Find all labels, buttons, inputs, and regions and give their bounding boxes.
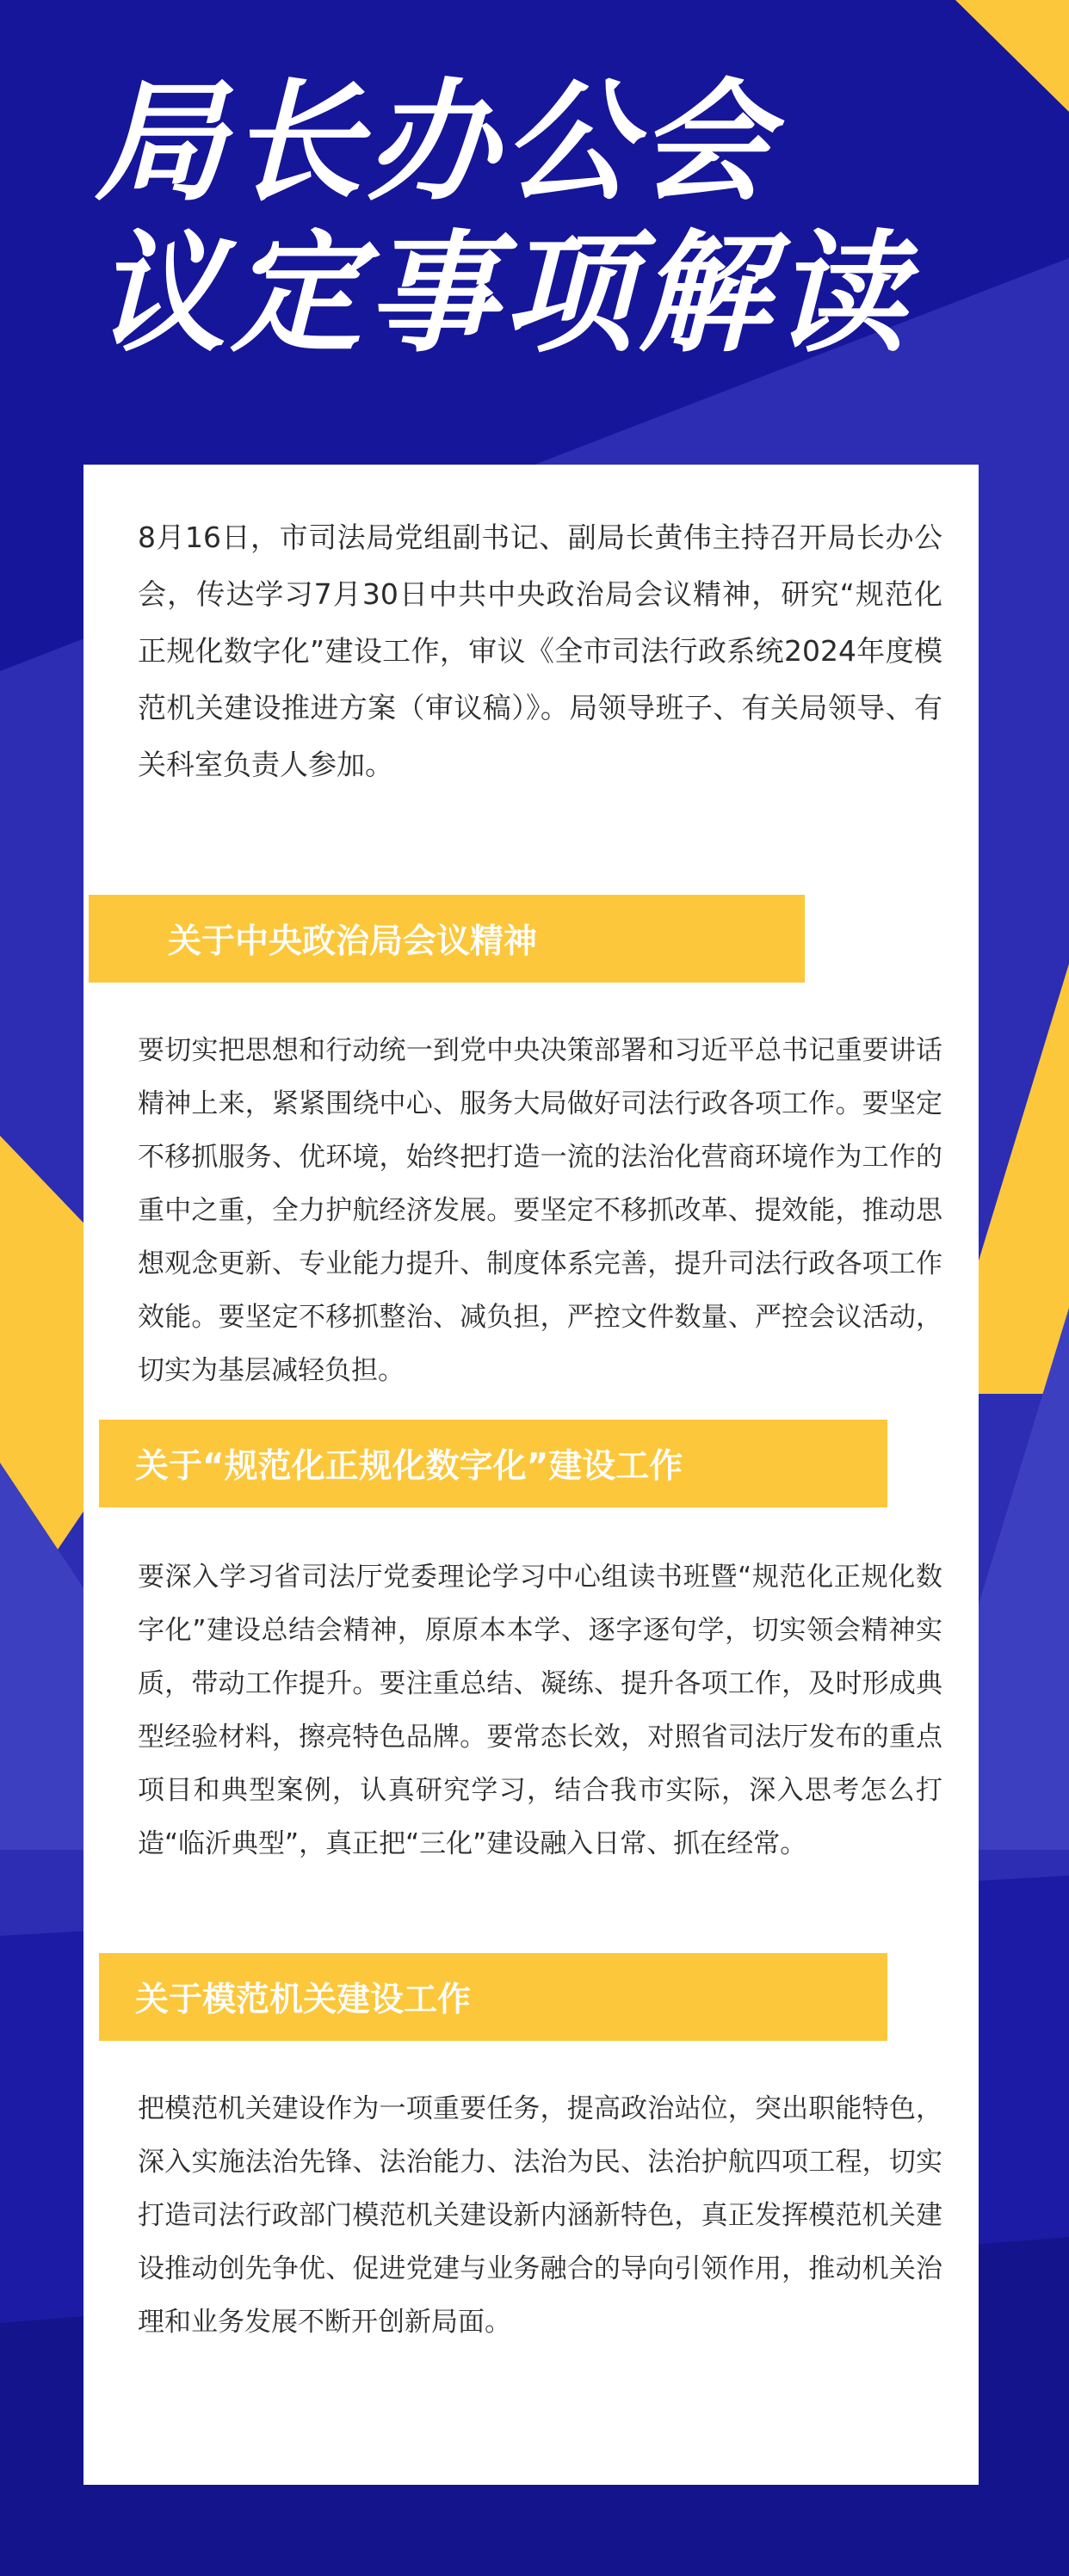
page-title bbox=[95, 67, 1007, 370]
title-line-2: 议定事项解读 bbox=[95, 218, 911, 370]
intro-paragraph: 8月16日，市司法局党组副书记、副局长黄伟主持召开局长办公会，传达学习7月30日中共中央政治局会议精神，研究“规范化正规化数字化”建设工作，审议《全市司法行政系统2024年度模范机关建设推进方案（审议稿）》。局领导班子、有关局领导、有关科室负责人参加。 bbox=[138, 521, 942, 781]
content-card bbox=[83, 465, 979, 2485]
section-body-1: 要切实把思想和行动统一到党中央决策部署和习近平总书记重要讲话精神上来，紧紧围绕中心、服务大局做好司法行政各项工作。要坚定不移抓服务、优环境，始终把打造一流的法治化营商环境作为工作的重中之重，全力护航经济发展。要坚定不移抓改革、提效能，推动思想观念更新、专业能力提升、制度体系完善，提升司法行政各项工作效能。要坚定不移抓整治、减负担，严控文件数量、严控会议活动，切实为基层减轻负担。 bbox=[138, 1035, 942, 1386]
section-body-3: 把模范机关建设作为一项重要任务，提高政治站位，突出职能特色，深入实施法治先锋、法治能力、法治为民、法治护航四项工程，切实打造司法行政部门模范机关建设新内涵新特色，真正发挥模范机关建设推动创先争优、促进党建与业务融合的导向引领作用，推动机关治理和业务发展不断开创新局面。 bbox=[138, 2093, 942, 2338]
section-heading-1 bbox=[89, 895, 805, 983]
section-heading-3-text: 关于模范机关建设工作 bbox=[135, 1981, 472, 2019]
section-heading-3 bbox=[99, 1953, 887, 2041]
section-heading-2 bbox=[99, 1420, 887, 1507]
section-body-2: 要深入学习省司法厅党委理论学习中心组读书班暨“规范化正规化数字化”建设总结会精神，原原本本学、逐字逐句学，切实领会精神实质，带动工作提升。要注重总结、凝练、提升各项工作，及时形成典型经验材料，擦亮特色品牌。要常态长效，对照省司法厅发布的重点项目和典型案例，认真研究学习，结合我市实际，深入思考怎么打造“临沂典型”，真正把“三化”建设融入日常、抓在经常。 bbox=[138, 1562, 942, 1859]
section-heading-2-text: 关于“规范化正规化数字化”建设工作 bbox=[135, 1447, 683, 1486]
title-line-1: 局长办公会 bbox=[95, 66, 775, 219]
section-heading-1-text: 关于中央政治局会议精神 bbox=[168, 922, 538, 961]
